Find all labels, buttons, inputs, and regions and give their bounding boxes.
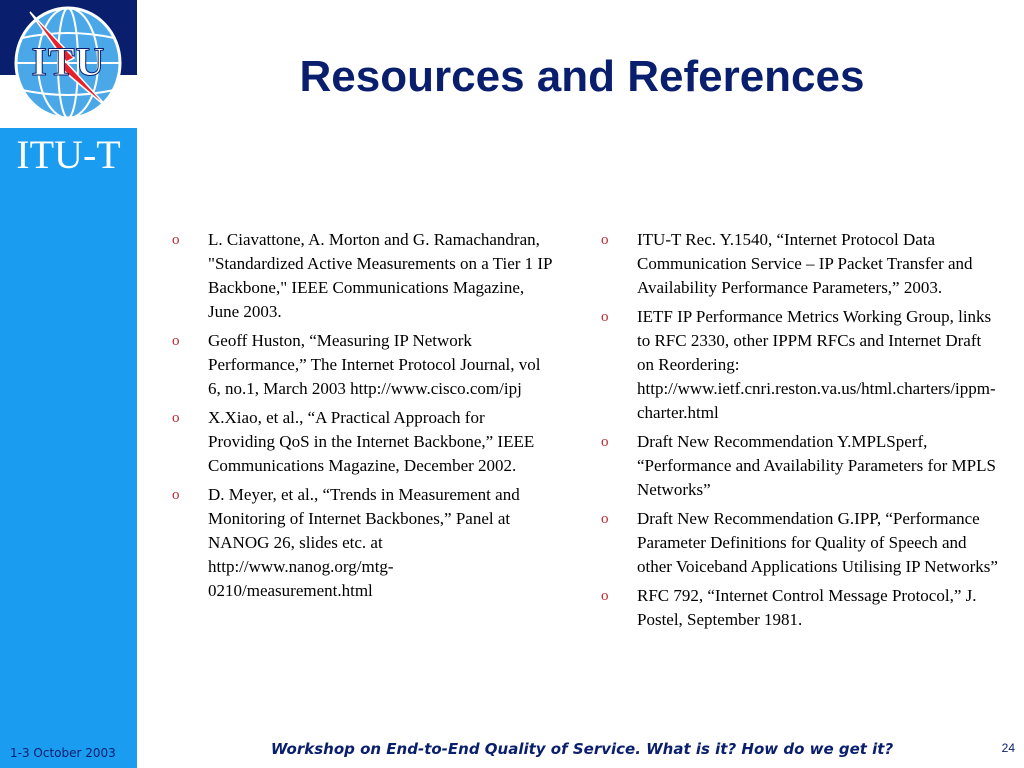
right-reference-list (601, 228, 1001, 637)
reference-text: Draft New Recommendation Y.MPLSperf, “Performance and Availability Parameters for MPLS Networks” (637, 432, 996, 499)
bullet-icon: o (172, 333, 180, 349)
bullet-icon: o (601, 309, 609, 325)
reference-item (601, 305, 1001, 425)
reference-item (601, 228, 1001, 300)
reference-text: IETF IP Performance Metrics Working Group, links to RFC 2330, other IPPM RFCs and Internet Draft on Reordering: http://www.ietf.cnri.reston.va.us/html.charters/ippm-charter.html (637, 307, 996, 422)
reference-text: RFC 792, “Internet Control Message Protocol,” J. Postel, September 1981. (637, 586, 977, 629)
reference-text: L. Ciavattone, A. Morton and G. Ramachandran, "Standardized Active Measurements on a Tier 1 IP Backbone," IEEE Communications Magazine, June 2003. (208, 230, 552, 321)
reference-item (172, 406, 552, 478)
itu-logo (0, 0, 137, 128)
bullet-icon: o (172, 487, 180, 503)
reference-text: ITU-T Rec. Y.1540, “Internet Protocol Data Communication Service – IP Packet Transfer and Availability Performance Parameters,” 2003. (637, 230, 973, 297)
reference-item (601, 430, 1001, 502)
reference-text: Draft New Recommendation G.IPP, “Performance Parameter Definitions for Quality of Speech and other Voiceband Applications Utilising IP Networks” (637, 509, 998, 576)
bullet-icon: o (172, 410, 180, 426)
bullet-icon: o (601, 588, 609, 604)
reference-item (172, 329, 552, 401)
reference-item (172, 228, 552, 324)
reference-text: D. Meyer, et al., “Trends in Measurement and Monitoring of Internet Backbones,” Panel at NANOG 26, slides etc. at http://www.nanog.org/mtg-0210/measurement.html (208, 485, 520, 600)
sidebar (0, 0, 137, 768)
bullet-icon: o (172, 232, 180, 248)
reference-item (601, 584, 1001, 632)
reference-text: Geoff Huston, “Measuring IP Network Performance,” The Internet Protocol Journal, vol 6, no.1, March 2003 http://www.cisco.com/ipj (208, 331, 541, 398)
reference-text: X.Xiao, et al., “A Practical Approach for Providing QoS in the Internet Backbone,” IEEE Communications Magazine, December 2002. (208, 408, 535, 475)
slide-title: Resources and References (299, 52, 865, 101)
sidebar-title: ITU-T (16, 132, 121, 177)
footer-date: 1-3 October 2003 (10, 746, 116, 760)
bullet-icon: o (601, 511, 609, 527)
reference-item (172, 483, 552, 603)
bullet-icon: o (601, 434, 609, 450)
footer-title: Workshop on End-to-End Quality of Service. What is it? How do we get it? (270, 740, 894, 758)
reference-item (601, 507, 1001, 579)
left-reference-list (172, 228, 552, 608)
page-number: 24 (1001, 741, 1015, 755)
bullet-icon: o (601, 232, 609, 248)
logo-text: ITU (31, 39, 106, 84)
